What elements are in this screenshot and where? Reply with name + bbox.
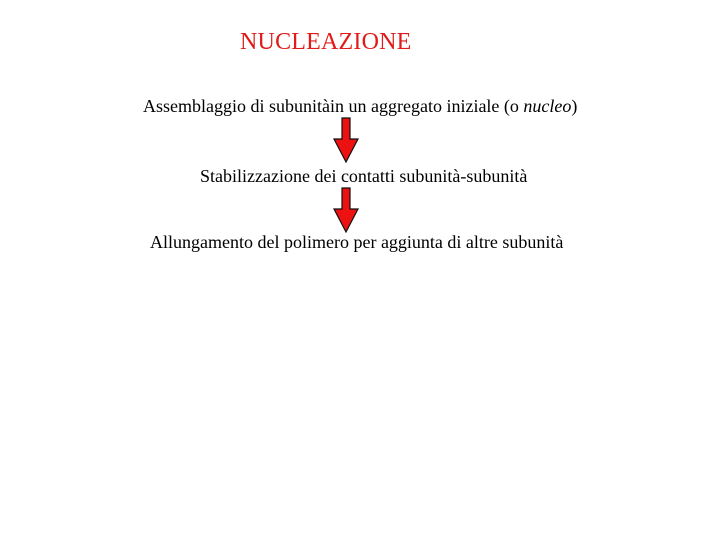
step-assemblaggio-italic: nucleo xyxy=(523,96,572,116)
step-assemblaggio xyxy=(143,96,577,117)
step-assemblaggio-text: Assemblaggio di subunitàin un aggregato iniziale (o xyxy=(143,96,524,116)
down-arrow-2 xyxy=(333,187,359,233)
diagram-title: NUCLEAZIONE xyxy=(240,29,412,55)
down-arrow-1 xyxy=(333,117,359,163)
step-assemblaggio-close: ) xyxy=(571,96,578,116)
step-allungamento: Allungamento del polimero per aggiunta di altre subunità xyxy=(150,232,564,252)
step-stabilizzazione: Stabilizzazione dei contatti subunità-subunità xyxy=(200,166,528,186)
